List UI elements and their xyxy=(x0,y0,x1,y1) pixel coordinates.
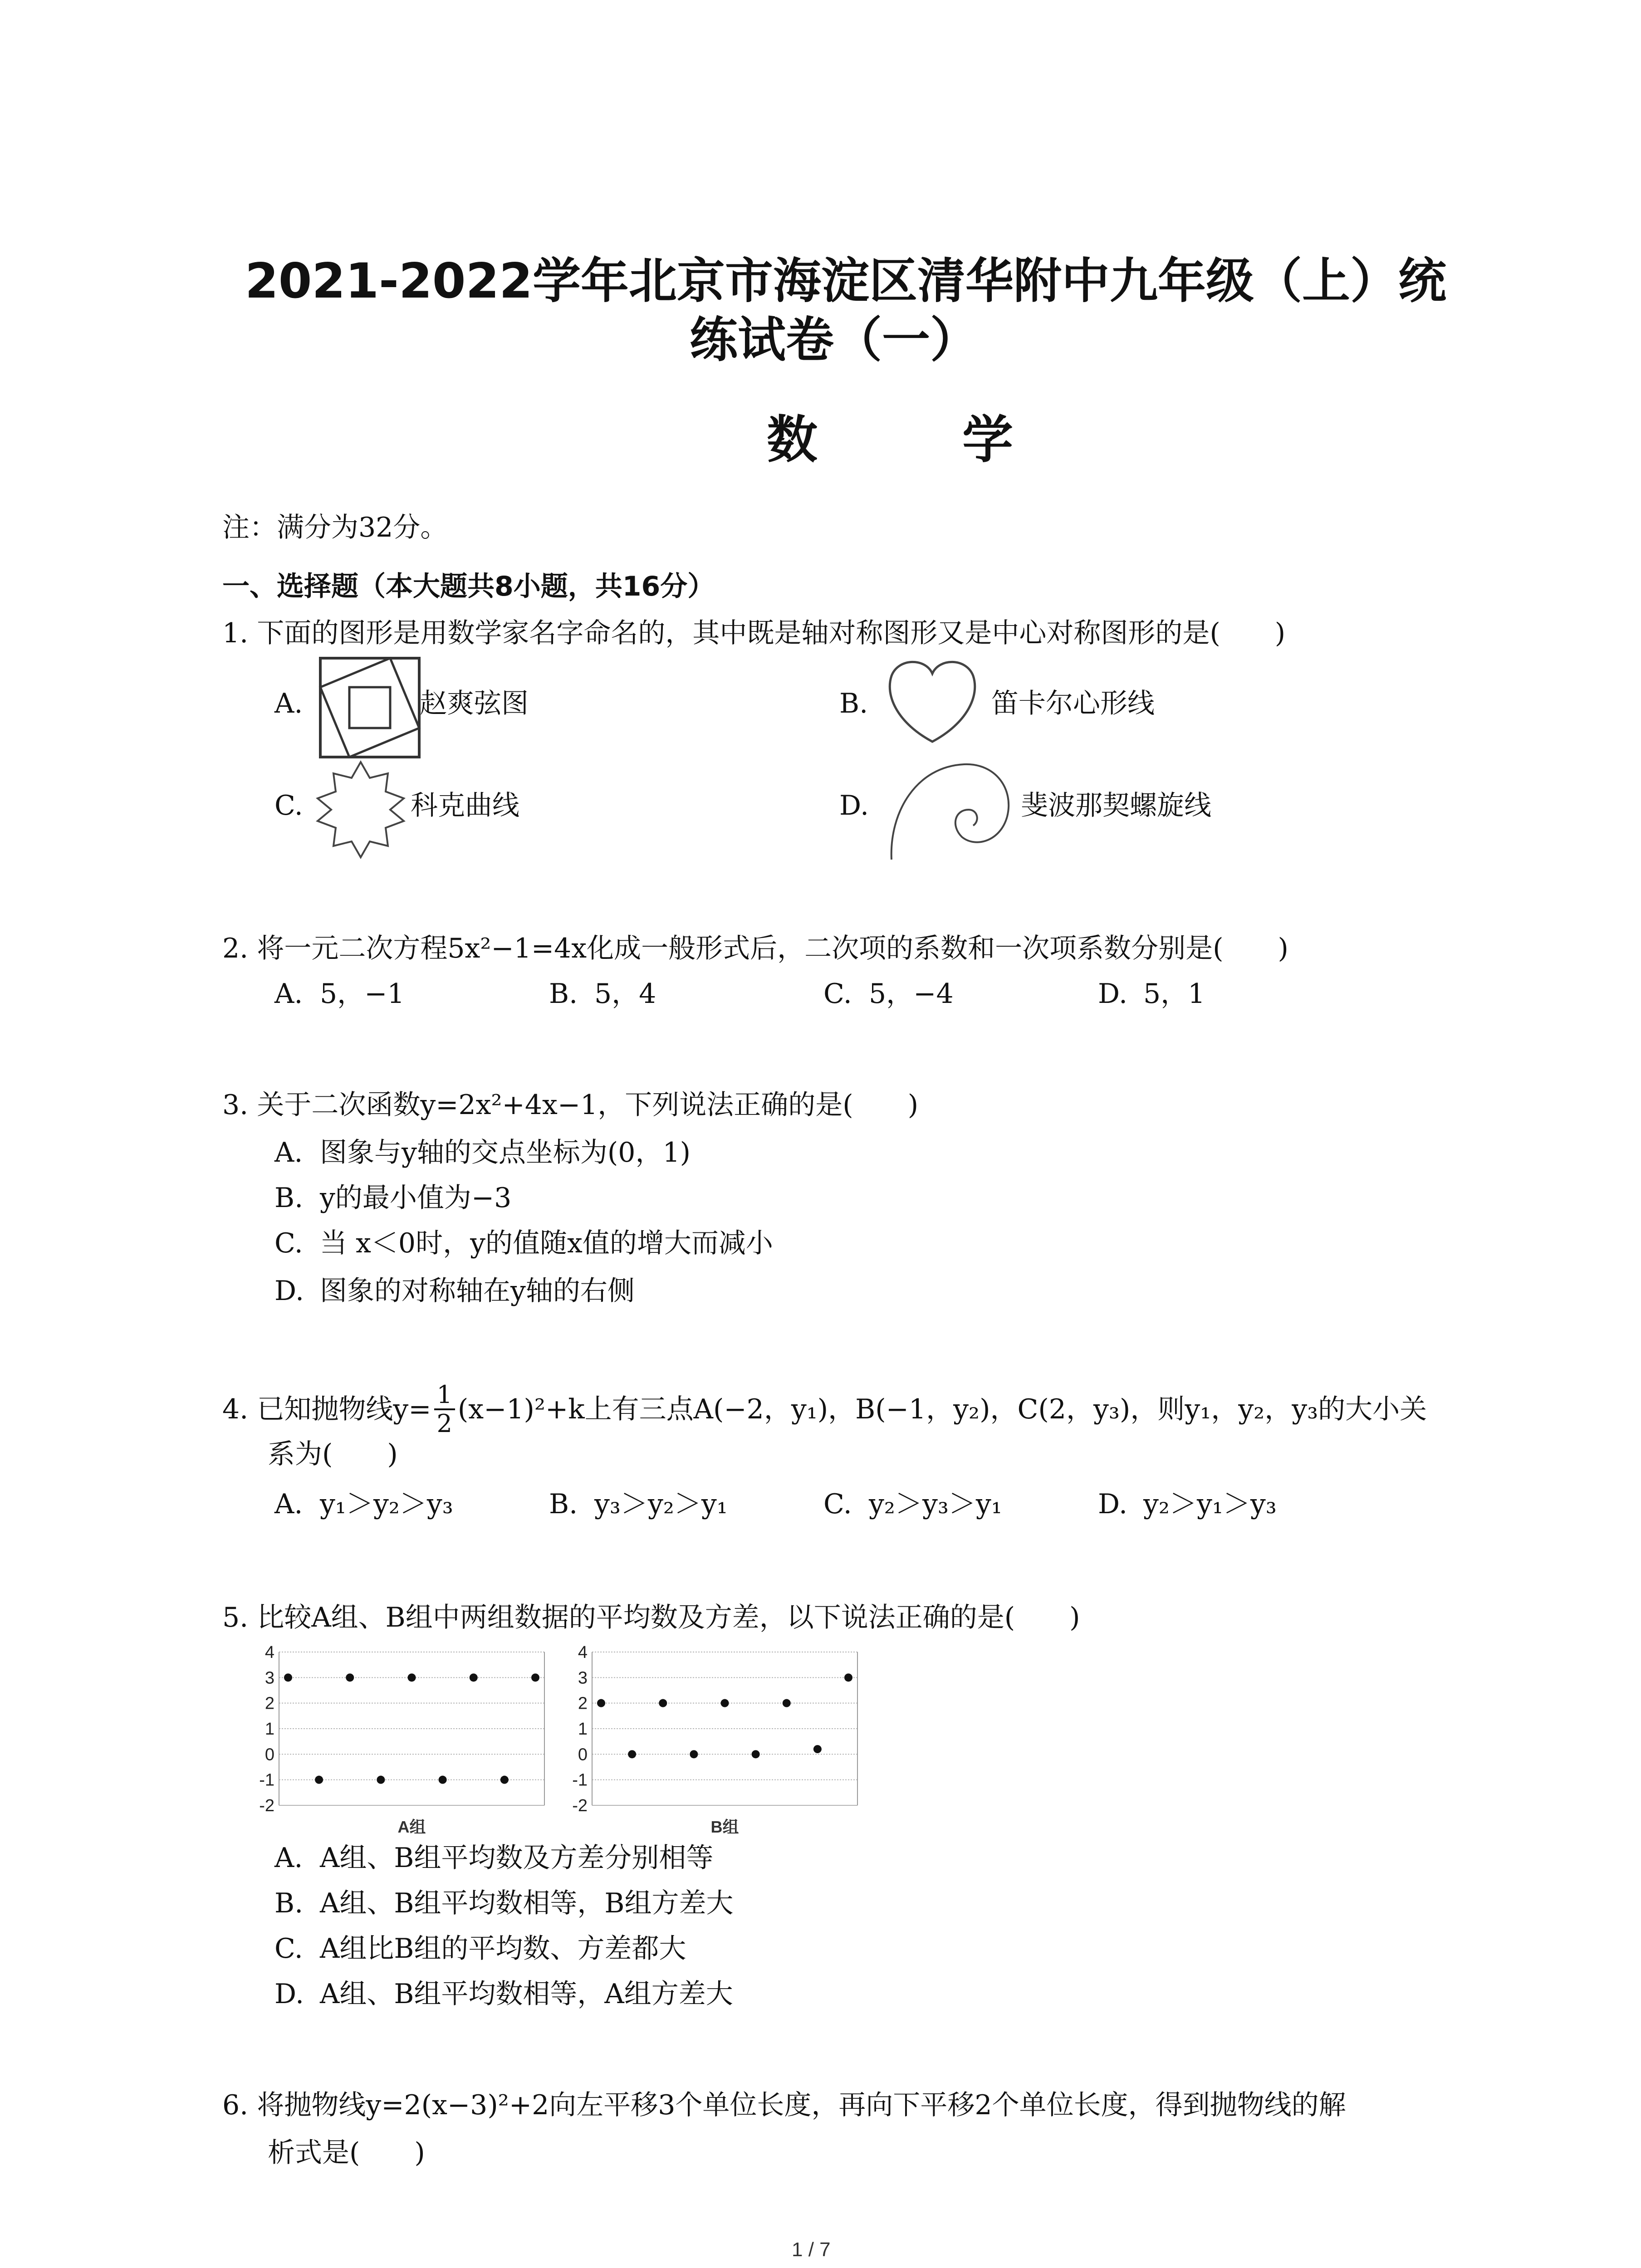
group-b-data-point xyxy=(659,1699,667,1707)
fibonacci-spiral-icon xyxy=(885,758,1016,862)
q3-option-c-text: 当 x＜0时，y的值随x值的增大而减小 xyxy=(320,1227,773,1259)
group-a-data-point xyxy=(439,1776,447,1784)
q1-option-d-label: 斐波那契螺旋线 xyxy=(1021,790,1211,821)
q1-option-a-label: 赵爽弦图 xyxy=(420,688,529,719)
q3-option-d-text: 图象的对称轴在y轴的右侧 xyxy=(320,1275,635,1307)
q5-option-a-text: A组、B组平均数及方差分别相等 xyxy=(320,1842,714,1874)
q2-option-d-text: 5，1 xyxy=(1143,978,1205,1010)
q4-fraction-denominator: 2 xyxy=(436,1409,452,1438)
q5-option-c-text: A组比B组的平均数、方差都大 xyxy=(320,1933,686,1965)
group-a-data-point xyxy=(346,1673,354,1681)
q4-option-a-letter: A. xyxy=(274,1488,303,1520)
group-a-data-point xyxy=(500,1776,509,1784)
group-a-scatter-chart xyxy=(254,1643,549,1837)
q4-option-b-text: y₃＞y₂＞y₁ xyxy=(594,1488,728,1520)
group-a-data-point xyxy=(470,1673,478,1681)
q5-option-b-letter: B. xyxy=(274,1887,304,1919)
group-a-y-tick-label: 0 xyxy=(265,1745,274,1765)
q4-stem-suffix: (x−1)²+k上有三点A(−2，y₁)，B(−1，y₂)，C(2，y₃)，则y₁，y₂，y₃的大小关 xyxy=(457,1393,1427,1425)
group-a-data-point xyxy=(531,1673,539,1681)
q5-option-d-letter: D. xyxy=(274,1978,304,2010)
group-b-scatter-chart xyxy=(567,1643,862,1837)
q3-option-c-letter: C. xyxy=(274,1227,303,1259)
q4-fraction-numerator: 1 xyxy=(434,1381,455,1410)
group-b-data-point xyxy=(721,1699,729,1707)
group-b-data-point xyxy=(752,1750,760,1758)
q4-stem-prefix: 4. 已知抛物线y= xyxy=(222,1393,431,1425)
q2-option-b-text: 5，4 xyxy=(594,978,656,1010)
q4-option-d-text: y₂＞y₁＞y₃ xyxy=(1143,1488,1277,1520)
group-a-y-tick-label: 4 xyxy=(265,1643,274,1662)
q3-option-d-letter: D. xyxy=(274,1275,304,1307)
question-2-stem: 2. 将一元二次方程5x²−1=4x化成一般形式后，二次项的系数和一次项系数分别是( ) xyxy=(222,933,1288,964)
group-b-y-tick-label: -1 xyxy=(572,1770,588,1790)
group-b-y-tick-label: 4 xyxy=(578,1643,588,1662)
q3-option-a-letter: A. xyxy=(274,1137,303,1168)
q1-option-c-letter: C. xyxy=(274,790,303,821)
q4-option-a-text: y₁＞y₂＞y₃ xyxy=(320,1488,453,1520)
group-b-data-point xyxy=(690,1750,698,1758)
group-b-data-point xyxy=(628,1750,636,1758)
group-a-y-tick-label: -1 xyxy=(259,1770,274,1790)
group-a-data-point xyxy=(284,1673,292,1681)
group-a-y-tick-label: 2 xyxy=(265,1694,274,1713)
q4-option-b-letter: B. xyxy=(549,1488,578,1520)
q4-option-c-text: y₂＞y₃＞y₁ xyxy=(869,1488,1002,1520)
q3-option-a-text: 图象与y轴的交点坐标为(0，1) xyxy=(320,1137,691,1168)
q4-option-d-letter: D. xyxy=(1098,1488,1128,1520)
subject-title: 数 学 xyxy=(767,411,1077,469)
q4-option-c-letter: C. xyxy=(823,1488,852,1520)
group-b-y-tick-label: 3 xyxy=(578,1668,588,1688)
q1-option-d-letter: D. xyxy=(839,790,869,821)
question-5-stem: 5. 比较A组、B组中两组数据的平均数及方差，以下说法正确的是( ) xyxy=(222,1602,1080,1633)
q5-option-d-text: A组、B组平均数相等，A组方差大 xyxy=(320,1978,733,2010)
group-b-y-tick-label: 2 xyxy=(578,1694,588,1713)
q1-option-a-letter: A. xyxy=(274,688,303,719)
page-number: 1 / 7 xyxy=(792,2239,831,2261)
group-a-y-tick-label: 3 xyxy=(265,1668,274,1688)
question-6-stem: 6. 将抛物线y=2(x−3)²+2向左平移3个单位长度，再向下平移2个单位长度，得到抛物线的解 xyxy=(222,2089,1346,2121)
group-a-y-tick-label: -2 xyxy=(259,1796,274,1815)
q5-option-c-letter: C. xyxy=(274,1933,303,1965)
koch-snowflake-icon xyxy=(309,758,413,862)
group-a-y-tick-label: 1 xyxy=(265,1720,274,1739)
q2-option-c-letter: C. xyxy=(823,978,852,1010)
q2-option-b-letter: B. xyxy=(549,978,578,1010)
group-b-data-point xyxy=(597,1699,605,1707)
cardioid-icon xyxy=(885,655,980,746)
question-4-stem xyxy=(222,1381,1427,1437)
q5-option-b-text: A组、B组平均数相等，B组方差大 xyxy=(320,1887,734,1919)
q1-option-b-letter: B. xyxy=(839,688,868,719)
question-1-stem: 1. 下面的图形是用数学家名字命名的，其中既是轴对称图形又是中心对称图形的是( ) xyxy=(222,617,1286,649)
group-b-x-label: B组 xyxy=(710,1818,739,1836)
group-a-data-point xyxy=(377,1776,385,1784)
q2-option-a-letter: A. xyxy=(274,978,303,1010)
q1-option-b-label: 笛卡尔心形线 xyxy=(991,688,1155,719)
q4-fraction xyxy=(434,1381,455,1437)
group-b-y-tick-label: 0 xyxy=(578,1745,588,1765)
group-b-data-point xyxy=(844,1673,852,1681)
q3-option-b-text: y的最小值为−3 xyxy=(320,1182,512,1214)
q5-option-a-letter: A. xyxy=(274,1842,303,1874)
score-note: 注：满分为32分。 xyxy=(222,512,448,543)
question-3-stem: 3. 关于二次函数y=2x²+4x−1，下列说法正确的是( ) xyxy=(222,1089,919,1121)
group-a-data-point xyxy=(408,1673,416,1681)
question-4-stem-line-2: 系为( ) xyxy=(268,1438,398,1470)
q2-option-d-letter: D. xyxy=(1098,978,1128,1010)
page-title-line-2: 练试卷（一） xyxy=(690,312,978,368)
section-heading: 一、选择题（本大题共8小题，共16分） xyxy=(222,571,715,602)
q2-option-a-text: 5，−1 xyxy=(320,978,405,1010)
q1-option-c-label: 科克曲线 xyxy=(411,790,519,821)
group-b-y-tick-label: -2 xyxy=(572,1796,588,1815)
group-b-y-tick-label: 1 xyxy=(578,1720,588,1739)
group-b-data-point xyxy=(813,1745,822,1753)
q3-option-b-letter: B. xyxy=(274,1182,304,1214)
q2-option-c-text: 5，−4 xyxy=(869,978,954,1010)
zhao-shuang-diagram-icon xyxy=(318,655,422,760)
group-a-x-label: A组 xyxy=(397,1818,426,1836)
group-a-data-point xyxy=(315,1776,323,1784)
group-b-data-point xyxy=(783,1699,791,1707)
question-6-stem-line-2: 析式是( ) xyxy=(268,2137,425,2169)
page-title-line-1: 2021-2022学年北京市海淀区清华附中九年级（上）统 xyxy=(245,253,1447,309)
